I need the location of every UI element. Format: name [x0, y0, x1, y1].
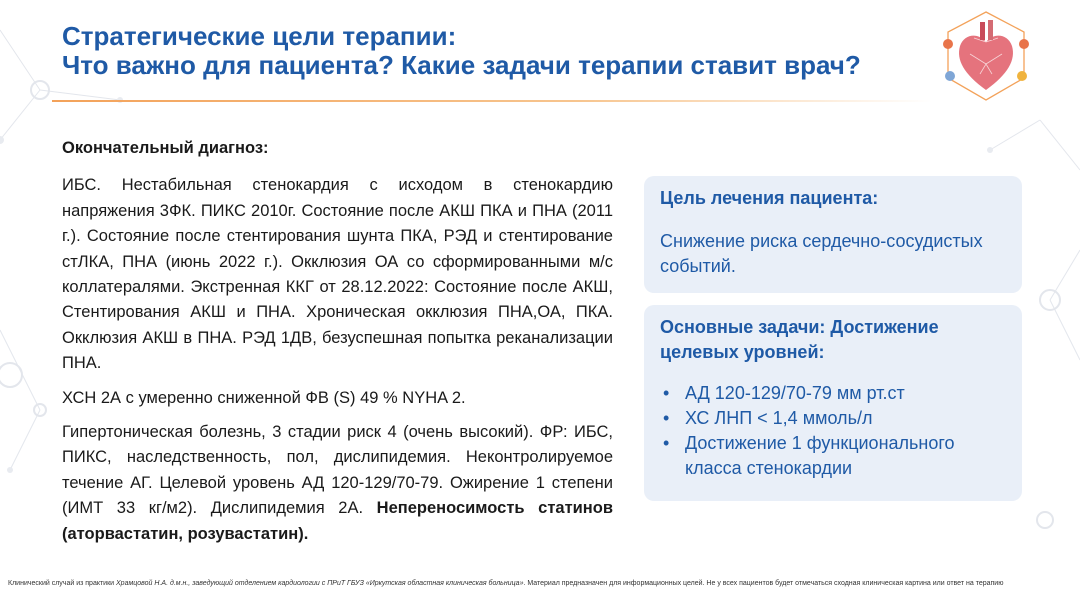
treatment-goal-text: Снижение риска сердечно-сосудистых событий.	[660, 231, 983, 276]
footnote-author: Храмцовой Н.А. д.м.н., заведующий отделением кардиологии с ПРиТ ГБУЗ «Иркутская областная клиническая больница»	[116, 580, 524, 587]
page-title	[62, 22, 942, 80]
list-item: • ХС ЛНП < 1,4 ммоль/л	[660, 406, 1006, 431]
bullet: •	[663, 433, 670, 453]
list-item: • АД 120-129/70-79 мм рт.ст	[660, 381, 1006, 406]
title-line-2: Что важно для пациента? Какие задачи терапии ставит врач?	[62, 50, 861, 80]
targets-list	[660, 381, 1006, 481]
heart-hexagon-logo	[936, 8, 1036, 104]
diagnosis-paragraph-3	[62, 420, 613, 547]
title-line-1: Стратегические цели терапии:	[62, 21, 457, 51]
list-item: • Достижение 1 функционального класса стенокардии	[663, 433, 955, 478]
bullet: •	[663, 408, 670, 428]
diagnosis-paragraph-2: ХСН 2А с умеренно сниженной ФВ (S) 49 % NYHA 2.	[62, 388, 466, 407]
bullet: •	[663, 383, 670, 403]
title-underline	[52, 100, 932, 102]
treatment-goal-title: Цель лечения пациента:	[660, 188, 879, 208]
diagnosis-paragraph-1: ИБС. Нестабильная стенокардия с исходом в стенокардию напряжения 3ФК. ПИКС 2010г. Состояние после АКШ ПКА и ПНА (2011 г.). Состояние после стентирования шунта ПКА, РЭД и стентирование стЛКА, ПНА (июнь 2022 г.). Окклюзия ОА со сформированными м/с коллатералями. Экстренная ККГ от 28.12.2022: Состояние после АКШ, Стентирования АКШ и ПНА. Хроническая окклюзия ПНА,ОА, ПКА. Окклюзия АКШ в ПНА. РЭД 1ДВ, безуспешная попытка реканализации ПНА.	[62, 176, 613, 373]
diagnosis-heading: Окончательный диагноз:	[62, 139, 269, 157]
footnote: Клинический случай из практики Храмцовой Н.А. д.м.н., заведующий отделением кардиологии с ПРиТ ГБУЗ «Иркутская областная клиническая больница». Материал предназначен для информационных целей. Не у всех пациентов будет отмечаться сходная клиническая картина или ответ на терапию	[8, 580, 1004, 587]
main-tasks-card	[644, 305, 1022, 501]
diagnosis-paragraph-3-text: Гипертоническая болезнь, 3 стадии риск 4 (очень высокий). ФР: ИБС, ПИКС, наследственность, пол, дислипидемия. Неконтролируемое течение АГ. Целевой уровень АД 120-129/70-79. Ожирение 1 степени (ИМТ 33 кг/м2). Дислипидемия 2А.	[62, 423, 613, 518]
treatment-goal-card	[644, 176, 1022, 293]
statin-intolerance-note: Непереносимость статинов (аторвастатин, розувастатин).	[62, 499, 613, 543]
diagnosis-section	[62, 136, 613, 556]
main-tasks-title: Основные задачи: Достижение целевых уровней:	[660, 317, 939, 362]
